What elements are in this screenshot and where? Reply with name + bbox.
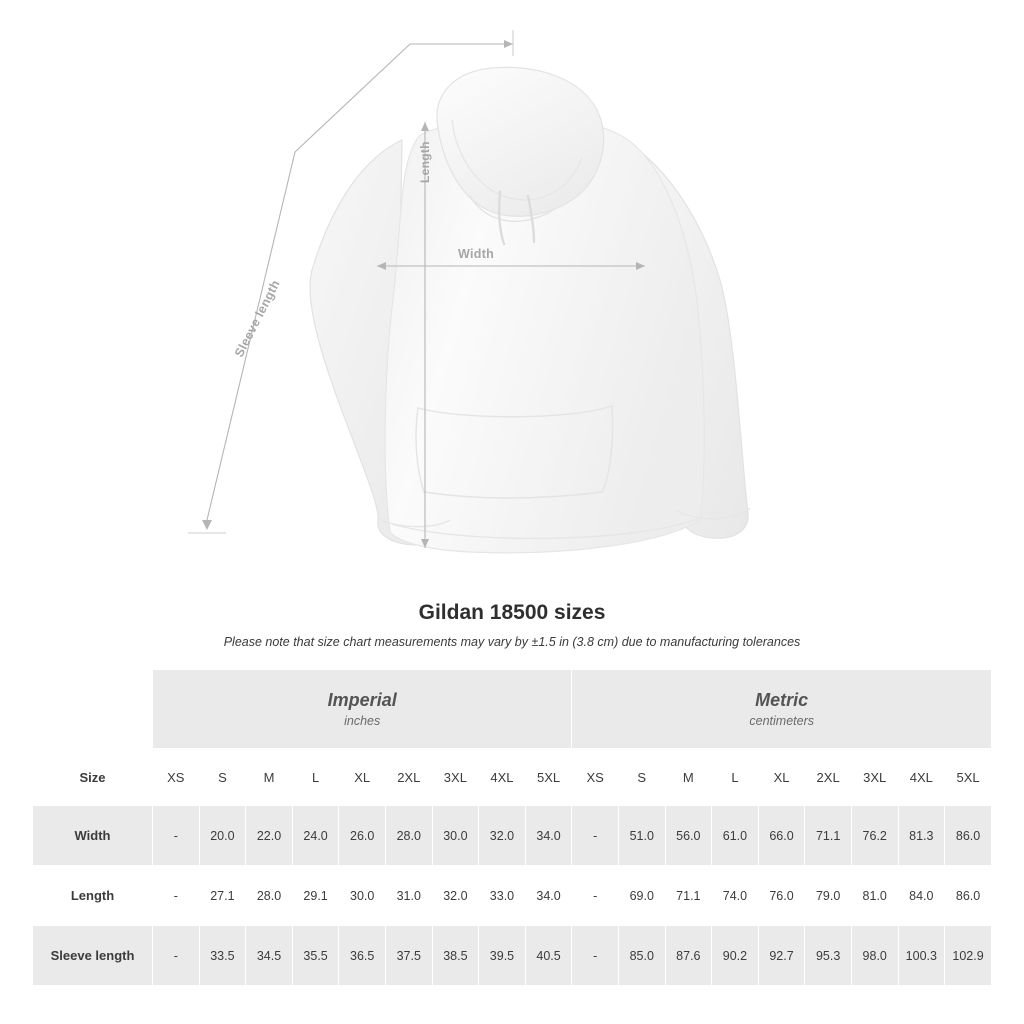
size-header-imperial-xs: XS: [153, 749, 200, 806]
length-imperial-4xl: 33.0: [479, 866, 526, 926]
length-metric-s: 69.0: [618, 866, 665, 926]
length-imperial-5xl: 34.0: [525, 866, 572, 926]
size-header-row: [33, 749, 992, 806]
sleeve-metric-3xl: 98.0: [851, 926, 898, 986]
size-header-imperial-xl: XL: [339, 749, 386, 806]
sleeve-imperial-4xl: 39.5: [479, 926, 526, 986]
length-imperial-2xl: 31.0: [385, 866, 432, 926]
width-metric-l: 61.0: [712, 806, 759, 866]
table-row: [33, 926, 992, 986]
length-metric-l: 74.0: [712, 866, 759, 926]
length-metric-4xl: 84.0: [898, 866, 945, 926]
imperial-system-header: [153, 670, 572, 749]
size-header-metric-2xl: 2XL: [805, 749, 852, 806]
sleeve-imperial-3xl: 38.5: [432, 926, 479, 986]
width-imperial-3xl: 30.0: [432, 806, 479, 866]
width-metric-m: 56.0: [665, 806, 712, 866]
title-block: [0, 601, 1024, 649]
metric-label: Metric: [755, 690, 809, 711]
size-header-metric-5xl: 5XL: [945, 749, 992, 806]
size-header-imperial-s: S: [199, 749, 246, 806]
width-metric-2xl: 71.1: [805, 806, 852, 866]
table-row: [33, 806, 992, 866]
system-header-row: [33, 670, 992, 749]
page-title: Gildan 18500 sizes: [418, 601, 606, 624]
size-header-metric-3xl: 3XL: [851, 749, 898, 806]
sleeve-metric-s: 85.0: [618, 926, 665, 986]
sleeve-metric-2xl: 95.3: [805, 926, 852, 986]
row-label-length: Length: [33, 866, 153, 926]
width-metric-xl: 66.0: [758, 806, 805, 866]
size-label-cell: Size: [33, 749, 153, 806]
sleeve-imperial-xl: 36.5: [339, 926, 386, 986]
length-imperial-s: 27.1: [199, 866, 246, 926]
sleeve-metric-l: 90.2: [712, 926, 759, 986]
hoodie-shape: [310, 67, 750, 552]
size-table-wrap: [32, 669, 992, 986]
imperial-unit: inches: [344, 713, 381, 728]
size-header-metric-m: M: [665, 749, 712, 806]
sleeve-imperial-s: 33.5: [199, 926, 246, 986]
row-label-sleeve-length: Sleeve length: [33, 926, 153, 986]
imperial-label: Imperial: [327, 690, 397, 711]
width-imperial-xs: -: [153, 806, 200, 866]
width-metric-xs: -: [572, 806, 619, 866]
width-dimension-label: Width: [458, 247, 495, 261]
width-imperial-s: 20.0: [199, 806, 246, 866]
tolerance-note: Please note that size chart measurements may vary by ±1.5 in (3.8 cm) due to manufacturing tolerances: [223, 635, 801, 649]
length-metric-5xl: 86.0: [945, 866, 992, 926]
metric-unit: centimeters: [749, 713, 814, 728]
sleeve-imperial-m: 34.5: [246, 926, 293, 986]
size-header-imperial-5xl: 5XL: [525, 749, 572, 806]
sleeve-imperial-l: 35.5: [292, 926, 339, 986]
length-metric-xl: 76.0: [758, 866, 805, 926]
length-imperial-xs: -: [153, 866, 200, 926]
width-imperial-l: 24.0: [292, 806, 339, 866]
size-header-metric-s: S: [618, 749, 665, 806]
width-imperial-xl: 26.0: [339, 806, 386, 866]
sleeve-metric-5xl: 102.9: [945, 926, 992, 986]
sleeve-metric-m: 87.6: [665, 926, 712, 986]
width-imperial-m: 22.0: [246, 806, 293, 866]
table-row: [33, 866, 992, 926]
size-header-imperial-l: L: [292, 749, 339, 806]
size-header-metric-4xl: 4XL: [898, 749, 945, 806]
length-dimension-label: Length: [418, 141, 432, 183]
sleeve-metric-4xl: 100.3: [898, 926, 945, 986]
size-header-metric-l: L: [712, 749, 759, 806]
sleeve-metric-xs: -: [572, 926, 619, 986]
sleeve-length-dimension-label: Sleeve length: [232, 277, 283, 360]
size-header-imperial-4xl: 4XL: [479, 749, 526, 806]
metric-system-header: [572, 670, 992, 749]
width-metric-3xl: 76.2: [851, 806, 898, 866]
size-chart-table: [32, 669, 992, 986]
length-metric-m: 71.1: [665, 866, 712, 926]
size-header-metric-xs: XS: [572, 749, 619, 806]
size-header-imperial-3xl: 3XL: [432, 749, 479, 806]
length-metric-xs: -: [572, 866, 619, 926]
size-header-imperial-m: M: [246, 749, 293, 806]
sleeve-imperial-2xl: 37.5: [385, 926, 432, 986]
length-metric-3xl: 81.0: [851, 866, 898, 926]
width-imperial-2xl: 28.0: [385, 806, 432, 866]
length-imperial-l: 29.1: [292, 866, 339, 926]
row-label-width: Width: [33, 806, 153, 866]
sleeve-metric-xl: 92.7: [758, 926, 805, 986]
width-metric-s: 51.0: [618, 806, 665, 866]
length-imperial-xl: 30.0: [339, 866, 386, 926]
table-corner-cell: [33, 670, 153, 749]
width-metric-5xl: 86.0: [945, 806, 992, 866]
width-metric-4xl: 81.3: [898, 806, 945, 866]
size-header-metric-xl: XL: [758, 749, 805, 806]
sleeve-imperial-5xl: 40.5: [525, 926, 572, 986]
size-header-imperial-2xl: 2XL: [385, 749, 432, 806]
length-imperial-m: 28.0: [246, 866, 293, 926]
length-metric-2xl: 79.0: [805, 866, 852, 926]
width-imperial-5xl: 34.0: [525, 806, 572, 866]
width-imperial-4xl: 32.0: [479, 806, 526, 866]
length-imperial-3xl: 32.0: [432, 866, 479, 926]
sleeve-imperial-xs: -: [153, 926, 200, 986]
